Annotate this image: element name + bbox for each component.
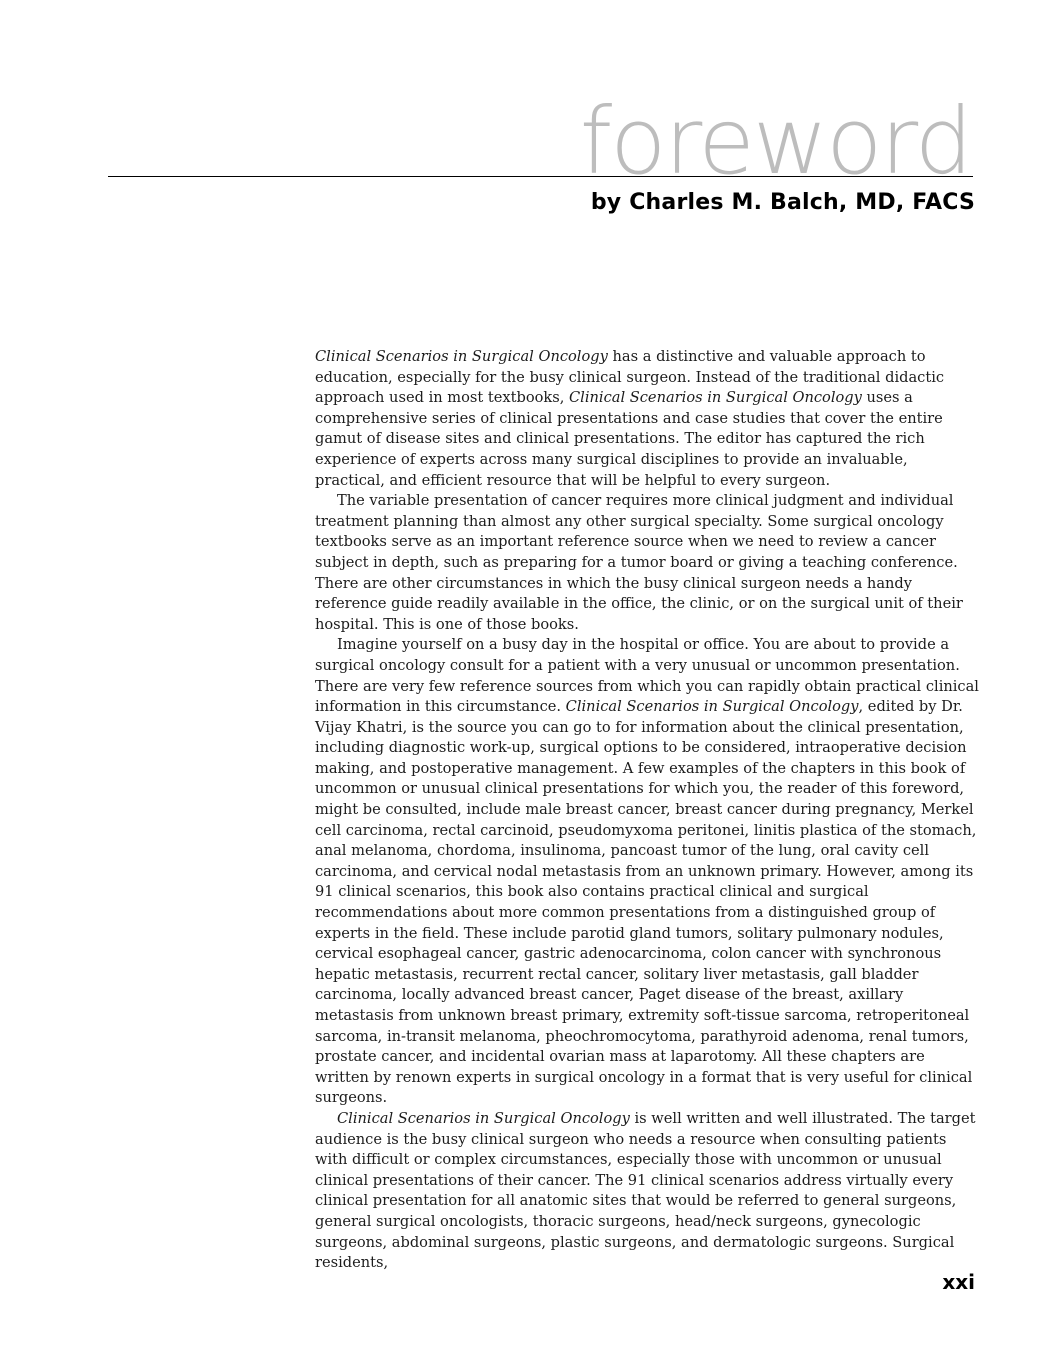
book-title-italic: Clinical Scenarios in Surgical Oncology xyxy=(565,698,859,716)
book-title-italic: Clinical Scenarios in Surgical Oncology xyxy=(569,389,862,407)
paragraph-1-text-a: has a distinctive and valuable approach to education, especially for the busy clinical surgeon. Instead of the traditional didactic approach used in most textbooks, xyxy=(315,348,945,407)
paragraph-4-text: is well written and well illustrated. The target audience is the busy clinical surgeon who needs a resource when consulting patients with difficult or complex circumstances, especially those with uncommon or unusual clinical presentations of their cancer. The 91 clinical scenarios address virtually every clinical presentation for all anatomic sites that would be referred to general surgeons, general surgical oncologists, thoracic surgeons, head/neck surgeons, gynecologic surgeons, abdominal surgeons, plastic surgeons, and dermatologic surgeons. Surgical residents, xyxy=(315,1109,976,1272)
body-text xyxy=(315,347,979,1274)
paragraph-2: The variable presentation of cancer requires more clinical judgment and individual treatment planning than almost any other surgical specialty. Some surgical oncology textbooks serve as an important reference source when we need to review a cancer subject in depth, such as preparing for a tumor board or giving a teaching conference. There are other circumstances in which the busy clinical surgeon needs a handy reference guide readily available in the office, the clinic, or on the surgical unit of their hospital. This is one of those books. xyxy=(315,492,963,633)
book-title-italic: Clinical Scenarios in Surgical Oncology xyxy=(337,1109,630,1127)
book-title-italic: Clinical Scenarios in Surgical Oncology xyxy=(315,348,608,365)
paragraph-1 xyxy=(315,347,979,491)
paragraph-3-text-b: , edited by Dr. Vijay Khatri, is the source you can go to for information about the clinical presentation, including diagnostic work-up, surgical options to be considered, intraoperative decision making, and postoperative management. A few examples of the chapters in this book of uncommon or unusual clinical presentations for which you, the reader of this foreword, might be consulted, include male breast cancer, breast cancer during pregnancy, Merkel cell carcinoma, rectal carcinoid, pseudomyxoma peritonei, linitis plastica of the stomach, anal melanoma, chordoma, insulinoma, pancoast tumor of the lung, oral cavity cell carcinoma, and cervical nodal metastasis from an unknown primary. However, among its 91 clinical scenarios, this book also contains practical clinical and surgical recommendations about more common presentations from a distinguished group of experts in the field. These include parotid gland tumors, solitary pulmonary nodules, cervical esophageal cancer, gastric adenocarcinoma, colon cancer with synchronous hepatic metastasis, recurrent rectal cancer, solitary liver metastasis, gall bladder carcinoma, locally advanced breast cancer, Paget disease of the breast, axillary metastasis from unknown breast primary, extremity soft-tissue sarcoma, retroperitoneal sarcoma, in-transit melanoma, pheochromocytoma, parathyroid adenoma, renal tumors, prostate cancer, and incidental ovarian mass at laparotomy. All these chapters are written by renown experts in surgical oncology in a format that is very useful for clinical surgeons. xyxy=(315,698,977,1107)
paragraph-3-text-a: Imagine yourself on a busy day in the hospital or office. You are about to provide a surgical oncology consult for a patient with a very unusual or uncommon presentation. There are very few reference sources from which you can rapidly obtain practical clinical information in this circumstance. xyxy=(315,636,979,716)
author-byline: by Charles M. Balch, MD, FACS xyxy=(590,190,975,215)
paragraph-1-text-b: uses a comprehensive series of clinical presentations and case studies that cover the entire gamut of disease sites and clinical presentations. The editor has captured the rich experience of experts across many surgical disciplines to provide an invaluable, practical, and efficient resource that will be helpful to every surgeon. xyxy=(315,389,943,489)
paragraph-4 xyxy=(315,1109,979,1274)
heading-rule xyxy=(108,176,973,177)
chapter-heading: foreword xyxy=(579,88,971,195)
page-number: xxi xyxy=(942,1270,975,1294)
paragraph-3 xyxy=(315,635,979,1109)
